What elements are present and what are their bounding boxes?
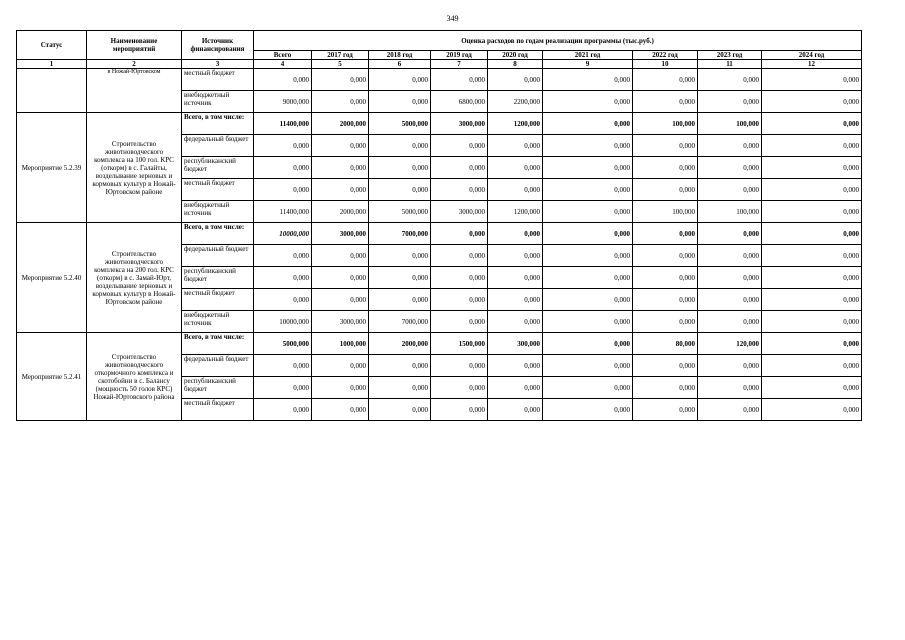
value-cell: 0,000 (431, 157, 488, 179)
value-cell: 0,000 (488, 135, 543, 157)
value-cell: 0,000 (431, 135, 488, 157)
value-cell: 0,000 (762, 267, 862, 289)
value-cell: 5000,000 (254, 333, 312, 355)
source-cell: республиканский бюджет (182, 267, 254, 289)
value-cell: 0,000 (431, 69, 488, 91)
value-cell: 0,000 (488, 157, 543, 179)
value-cell: 120,000 (698, 333, 762, 355)
value-cell: 0,000 (254, 179, 312, 201)
value-cell: 0,000 (312, 91, 369, 113)
value-cell: 0,000 (762, 311, 862, 333)
value-cell: 0,000 (762, 135, 862, 157)
header-status: Статус (17, 31, 87, 60)
value-cell: 0,000 (633, 289, 698, 311)
value-cell: 0,000 (488, 223, 543, 245)
value-cell: 100,000 (698, 201, 762, 223)
value-cell: 10000,000 (254, 223, 312, 245)
value-cell: 0,000 (312, 157, 369, 179)
value-cell: 0,000 (762, 355, 862, 377)
value-cell: 100,000 (633, 113, 698, 135)
total-row (17, 223, 862, 245)
index-cell: 7 (431, 60, 488, 69)
value-cell: 0,000 (543, 179, 633, 201)
value-cell: 9000,000 (254, 91, 312, 113)
value-cell: 0,000 (543, 157, 633, 179)
source-cell: республиканский бюджет (182, 157, 254, 179)
value-cell: 0,000 (698, 179, 762, 201)
value-cell: 0,000 (762, 377, 862, 399)
index-cell: 9 (543, 60, 633, 69)
measure-name-cell: Строительство животноводческого откормочного комплекса и скотобойни в с. Балансу (мощность 50 голов КРС) Ножай-Юртовского района (87, 333, 182, 421)
value-cell: 0,000 (254, 355, 312, 377)
value-cell: 0,000 (698, 69, 762, 91)
value-cell: 3000,000 (312, 223, 369, 245)
value-cell: 0,000 (431, 289, 488, 311)
value-cell: 0,000 (369, 289, 431, 311)
value-cell: 6800,000 (431, 91, 488, 113)
value-cell: 0,000 (312, 377, 369, 399)
value-cell: 0,000 (698, 267, 762, 289)
value-cell: 0,000 (369, 355, 431, 377)
value-cell: 0,000 (488, 377, 543, 399)
value-cell: 1200,000 (488, 113, 543, 135)
value-cell: 0,000 (431, 267, 488, 289)
value-cell: 0,000 (543, 311, 633, 333)
value-cell: 0,000 (431, 377, 488, 399)
value-cell: 0,000 (431, 311, 488, 333)
value-cell: 0,000 (369, 377, 431, 399)
value-cell: 0,000 (633, 69, 698, 91)
value-cell: 0,000 (312, 69, 369, 91)
source-cell: республиканский бюджет (182, 377, 254, 399)
value-cell: 0,000 (254, 135, 312, 157)
value-cell: 0,000 (633, 355, 698, 377)
value-cell: 0,000 (369, 267, 431, 289)
header-name: Наименование мероприятий (87, 31, 182, 60)
value-cell: 0,000 (488, 179, 543, 201)
value-cell: 0,000 (762, 333, 862, 355)
value-cell: 0,000 (369, 69, 431, 91)
value-cell: 0,000 (633, 399, 698, 421)
value-cell: 2200,000 (488, 91, 543, 113)
header-col: 2021 год (543, 51, 633, 60)
source-cell: местный бюджет (182, 69, 254, 91)
value-cell: 0,000 (488, 311, 543, 333)
value-cell: 0,000 (312, 267, 369, 289)
index-cell: 3 (182, 60, 254, 69)
source-cell: федеральный бюджет (182, 245, 254, 267)
value-cell: 0,000 (488, 289, 543, 311)
value-cell: 0,000 (488, 245, 543, 267)
value-cell: 0,000 (312, 135, 369, 157)
value-cell: 0,000 (633, 267, 698, 289)
source-cell: Всего, в том числе: (182, 113, 254, 135)
value-cell: 0,000 (254, 267, 312, 289)
value-cell: 0,000 (633, 245, 698, 267)
value-cell: 1000,000 (312, 333, 369, 355)
index-cell: 6 (369, 60, 431, 69)
value-cell: 0,000 (698, 355, 762, 377)
index-cell: 4 (254, 60, 312, 69)
header-source: Источник финансирования (182, 31, 254, 60)
source-cell: федеральный бюджет (182, 355, 254, 377)
index-cell: 2 (87, 60, 182, 69)
value-cell: 0,000 (543, 223, 633, 245)
value-cell: 0,000 (254, 289, 312, 311)
value-cell: 0,000 (431, 355, 488, 377)
value-cell: 0,000 (369, 179, 431, 201)
source-cell: местный бюджет (182, 289, 254, 311)
value-cell: 0,000 (312, 245, 369, 267)
value-cell: 0,000 (254, 157, 312, 179)
index-cell: 5 (312, 60, 369, 69)
measure-name-cell: Строительство животноводческого комплекса на 200 гол. КРС (откорм) в с. Замай-Юрт, возделывание зерновых и кормовых культур в Ножай-Юртовском районе (87, 223, 182, 333)
value-cell: 0,000 (633, 311, 698, 333)
value-cell: 3000,000 (431, 113, 488, 135)
source-cell: внебюджетный источник (182, 201, 254, 223)
measure-name-cell: Строительство животноводческого комплекса на 100 гол. КРС (откорм) в с. Галайты, возделывание зерновых и кормовых культур в Ножай-Юртовском районе (87, 113, 182, 223)
value-cell: 0,000 (488, 267, 543, 289)
value-cell: 0,000 (543, 113, 633, 135)
header-col: 2023 год (698, 51, 762, 60)
value-cell: 0,000 (698, 135, 762, 157)
value-cell: 5000,000 (369, 201, 431, 223)
value-cell: 0,000 (488, 399, 543, 421)
status-cell: Мероприятие 5.2.40 (17, 223, 87, 333)
value-cell: 1500,000 (431, 333, 488, 355)
value-cell: 0,000 (762, 201, 862, 223)
value-cell: 0,000 (254, 399, 312, 421)
status-cell: Мероприятие 5.2.39 (17, 113, 87, 223)
value-cell: 1200,000 (488, 201, 543, 223)
value-cell: 10000,000 (254, 311, 312, 333)
total-row (17, 113, 862, 135)
page-number: 349 (446, 14, 459, 23)
value-cell: 0,000 (762, 69, 862, 91)
value-cell: 0,000 (698, 223, 762, 245)
value-cell: 0,000 (698, 311, 762, 333)
value-cell: 0,000 (762, 289, 862, 311)
value-cell: 80,000 (633, 333, 698, 355)
value-cell: 0,000 (633, 223, 698, 245)
value-cell: 0,000 (762, 91, 862, 113)
value-cell: 0,000 (543, 201, 633, 223)
value-cell: 100,000 (633, 201, 698, 223)
value-cell: 0,000 (369, 245, 431, 267)
expense-table (16, 30, 862, 421)
source-cell: Всего, в том числе: (182, 223, 254, 245)
value-cell: 0,000 (543, 69, 633, 91)
value-cell: 0,000 (312, 289, 369, 311)
value-cell: 0,000 (431, 179, 488, 201)
header-col: 2019 год (431, 51, 488, 60)
value-cell: 0,000 (543, 289, 633, 311)
value-cell: 0,000 (698, 399, 762, 421)
value-cell: 0,000 (488, 355, 543, 377)
index-cell: 1 (17, 60, 87, 69)
header-estimate: Оценка расходов по годам реализации программы (тыс.руб.) (254, 31, 862, 51)
value-cell: 0,000 (633, 377, 698, 399)
source-cell: местный бюджет (182, 399, 254, 421)
value-cell: 0,000 (543, 135, 633, 157)
value-cell: 300,000 (488, 333, 543, 355)
value-cell: 0,000 (633, 179, 698, 201)
value-cell: 0,000 (698, 91, 762, 113)
total-row (17, 333, 862, 355)
status-cell: Мероприятие 5.2.41 (17, 333, 87, 421)
header-col: 2017 год (312, 51, 369, 60)
value-cell: 3000,000 (312, 311, 369, 333)
value-cell: 0,000 (698, 289, 762, 311)
value-cell: 0,000 (543, 355, 633, 377)
value-cell: 0,000 (762, 245, 862, 267)
index-cell: 12 (762, 60, 862, 69)
source-cell: внебюджетный источник (182, 91, 254, 113)
value-cell: 0,000 (369, 399, 431, 421)
value-cell: 0,000 (543, 377, 633, 399)
value-cell: 0,000 (369, 135, 431, 157)
value-cell: 7000,000 (369, 311, 431, 333)
value-cell: 0,000 (369, 91, 431, 113)
value-cell: 2000,000 (312, 201, 369, 223)
value-cell: 0,000 (762, 399, 862, 421)
value-cell: 0,000 (633, 91, 698, 113)
source-cell: федеральный бюджет (182, 135, 254, 157)
value-cell: 100,000 (698, 113, 762, 135)
header-col: 2018 год (369, 51, 431, 60)
value-cell: 0,000 (254, 245, 312, 267)
value-cell: 0,000 (762, 157, 862, 179)
value-cell: 0,000 (543, 91, 633, 113)
value-cell: 0,000 (698, 377, 762, 399)
value-cell: 0,000 (543, 399, 633, 421)
source-cell: внебюджетный источник (182, 311, 254, 333)
value-cell: 0,000 (431, 223, 488, 245)
value-cell: 0,000 (762, 179, 862, 201)
header-col: Всего (254, 51, 312, 60)
value-cell: 0,000 (488, 69, 543, 91)
value-cell: 0,000 (543, 267, 633, 289)
value-cell: 2000,000 (312, 113, 369, 135)
value-cell: 0,000 (312, 399, 369, 421)
index-cell: 10 (633, 60, 698, 69)
value-cell: 0,000 (543, 245, 633, 267)
value-cell: 0,000 (698, 157, 762, 179)
index-cell: 11 (698, 60, 762, 69)
header-col: 2020 год (488, 51, 543, 60)
value-cell: 0,000 (312, 179, 369, 201)
table-row (17, 69, 862, 91)
value-cell: 0,000 (254, 377, 312, 399)
value-cell: 3000,000 (431, 201, 488, 223)
value-cell: 0,000 (254, 69, 312, 91)
value-cell: 0,000 (698, 245, 762, 267)
value-cell: 0,000 (543, 333, 633, 355)
value-cell: 0,000 (633, 135, 698, 157)
value-cell: 0,000 (762, 223, 862, 245)
value-cell: 7000,000 (369, 223, 431, 245)
header-col: 2022 год (633, 51, 698, 60)
value-cell: 0,000 (312, 355, 369, 377)
value-cell: 0,000 (431, 399, 488, 421)
value-cell: 0,000 (369, 157, 431, 179)
value-cell: 0,000 (431, 245, 488, 267)
source-cell: Всего, в том числе: (182, 333, 254, 355)
header-col: 2024 год (762, 51, 862, 60)
value-cell: 11400,000 (254, 113, 312, 135)
source-cell: местный бюджет (182, 179, 254, 201)
value-cell: 2000,000 (369, 333, 431, 355)
value-cell: 5000,000 (369, 113, 431, 135)
value-cell: 0,000 (762, 113, 862, 135)
index-cell: 8 (488, 60, 543, 69)
value-cell: 0,000 (633, 157, 698, 179)
measure-name-cell: в Ножай-Юртовском (87, 69, 182, 113)
value-cell: 11400,000 (254, 201, 312, 223)
status-cell (17, 69, 87, 113)
